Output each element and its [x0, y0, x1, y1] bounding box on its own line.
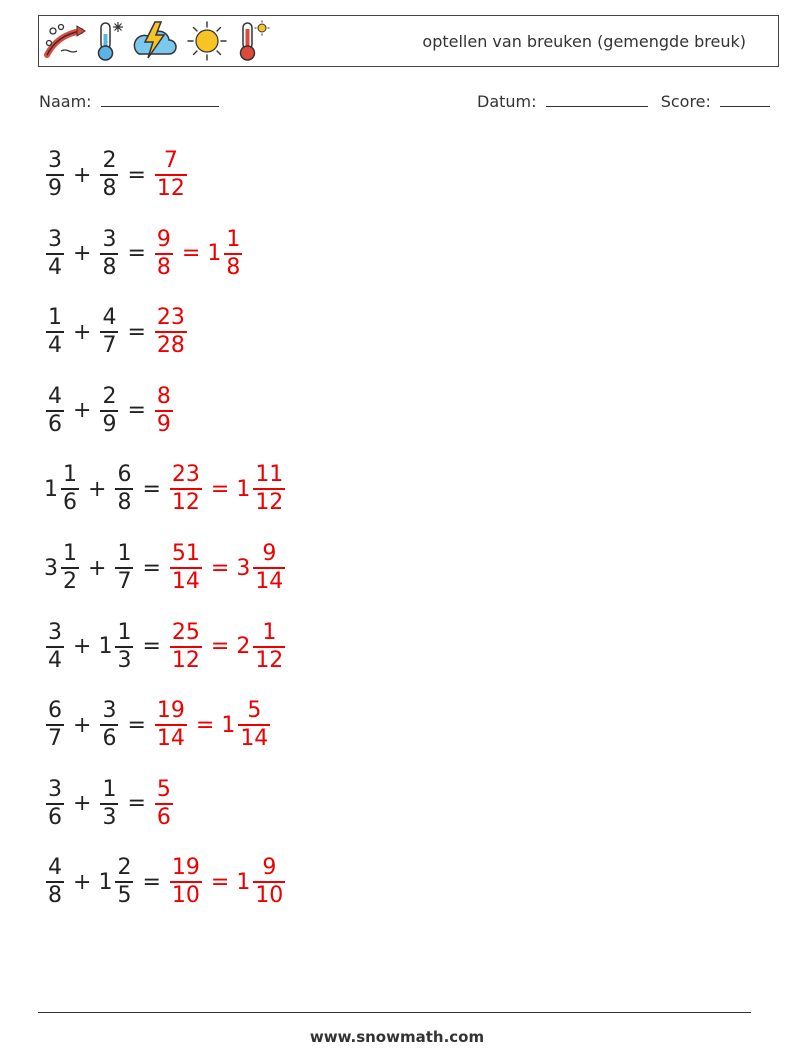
denominator: 4	[48, 647, 62, 673]
fraction	[224, 227, 242, 281]
fraction	[100, 227, 118, 281]
numerator: 1	[117, 619, 132, 645]
denominator: 8	[226, 254, 241, 280]
denominator: 7	[48, 726, 62, 752]
plus-sign: +	[73, 241, 92, 267]
denominator: 4	[48, 254, 62, 280]
numerator: 51	[171, 541, 200, 566]
denominator: 3	[117, 647, 132, 673]
numerator: 9	[262, 541, 277, 566]
thermometer-cold-icon	[93, 20, 125, 62]
answer	[168, 855, 287, 909]
numerator: 11	[255, 462, 284, 488]
score-blank	[720, 92, 770, 107]
problem-row	[44, 142, 189, 208]
addend-2	[113, 462, 135, 516]
numerator: 19	[156, 698, 185, 724]
answer	[168, 462, 287, 516]
whole-number: 1	[236, 869, 251, 895]
numerator: 9	[156, 226, 171, 252]
date-score-fields	[477, 92, 770, 111]
numerator: 3	[48, 226, 62, 252]
denominator: 14	[240, 726, 269, 752]
equals-sign: =	[210, 476, 230, 502]
addend-1	[44, 148, 66, 202]
denominator: 12	[255, 490, 284, 516]
whole-number: 3	[236, 555, 251, 581]
fraction	[46, 855, 64, 909]
denominator: 6	[48, 411, 62, 437]
numerator: 19	[171, 855, 200, 881]
addend-2	[98, 855, 135, 909]
answer-fraction	[170, 620, 202, 674]
denominator: 12	[156, 176, 185, 201]
denominator: 10	[171, 883, 200, 909]
storm-cloud-icon	[131, 20, 179, 62]
denominator: 14	[255, 569, 284, 594]
denominator: 3	[102, 804, 117, 830]
fraction	[115, 541, 133, 595]
numerator: 25	[171, 619, 200, 645]
footer-url: www.snowmath.com	[309, 1028, 485, 1046]
denominator: 12	[171, 490, 200, 516]
numerator: 4	[102, 305, 117, 331]
problem-row	[44, 456, 287, 522]
name-field	[39, 92, 219, 111]
thermometer-hot-icon	[235, 20, 271, 62]
numerator: 1	[63, 541, 77, 566]
denominator: 14	[171, 569, 200, 594]
answer-mixed-number	[236, 855, 287, 909]
numerator: 6	[48, 698, 62, 724]
numerator: 2	[102, 383, 117, 409]
equals-sign: =	[210, 869, 230, 895]
plus-sign: +	[73, 398, 92, 424]
denominator: 7	[117, 569, 132, 594]
answer	[168, 541, 287, 595]
name-blank	[101, 92, 219, 107]
addend-1	[44, 462, 81, 516]
whole-number: 1	[207, 241, 222, 267]
answer-fraction	[155, 227, 173, 281]
addend-1	[44, 777, 66, 831]
numerator: 4	[48, 855, 62, 881]
answer	[153, 148, 189, 202]
denominator: 7	[102, 333, 117, 359]
denominator: 9	[48, 176, 62, 201]
denominator: 8	[102, 254, 117, 280]
addend-2	[98, 384, 120, 438]
equals-sign: =	[127, 162, 146, 188]
fraction	[46, 698, 64, 752]
numerator: 4	[48, 383, 62, 409]
date-blank	[546, 92, 648, 107]
denominator: 5	[117, 883, 132, 909]
plus-sign: +	[73, 869, 92, 895]
plus-sign: +	[73, 712, 92, 738]
equals-sign: =	[127, 712, 146, 738]
denominator: 6	[63, 490, 77, 516]
equals-sign: =	[127, 319, 146, 345]
whole-number: 1	[98, 869, 113, 895]
whole-number: 1	[44, 476, 58, 502]
denominator: 14	[156, 726, 185, 752]
addend-2	[113, 541, 135, 595]
date-label: Datum:	[477, 92, 537, 111]
numerator: 1	[262, 619, 277, 645]
answer-mixed-number	[207, 227, 244, 281]
numerator: 1	[48, 305, 62, 331]
numerator: 3	[48, 776, 62, 802]
fraction	[46, 777, 64, 831]
plus-sign: +	[73, 634, 92, 660]
whole-number: 2	[236, 634, 251, 660]
name-label: Naam:	[39, 92, 92, 111]
fraction	[115, 620, 133, 674]
answer	[153, 698, 272, 752]
denominator: 10	[255, 883, 284, 909]
fraction	[253, 462, 285, 516]
denominator: 12	[255, 647, 284, 673]
plus-sign: +	[88, 476, 107, 502]
denominator: 8	[117, 490, 132, 516]
denominator: 9	[156, 411, 171, 437]
whole-number: 1	[221, 712, 236, 738]
equals-sign: =	[195, 712, 215, 738]
fraction	[100, 305, 118, 359]
answer-fraction	[170, 541, 202, 595]
fraction	[238, 698, 270, 752]
answer	[153, 777, 175, 831]
addend-2	[98, 148, 120, 202]
fraction	[46, 148, 64, 202]
numerator: 8	[156, 383, 171, 409]
problem-row	[44, 614, 287, 680]
answer-fraction	[170, 855, 202, 909]
equals-sign: =	[142, 634, 161, 660]
numerator: 5	[156, 776, 171, 802]
numerator: 23	[156, 305, 185, 331]
addend-1	[44, 541, 81, 595]
problem-row	[44, 221, 244, 287]
answer-mixed-number	[236, 620, 287, 674]
answer	[153, 227, 244, 281]
answer	[168, 620, 287, 674]
addend-1	[44, 227, 66, 281]
equals-sign: =	[127, 791, 146, 817]
answer-mixed-number	[236, 541, 287, 595]
answer-fraction	[155, 777, 173, 831]
addend-1	[44, 305, 66, 359]
problem-row	[44, 299, 189, 365]
numerator: 9	[262, 855, 277, 881]
numerator: 3	[48, 148, 62, 173]
whole-number: 3	[44, 555, 58, 581]
fraction	[100, 777, 118, 831]
denominator: 6	[48, 804, 62, 830]
addend-1	[44, 855, 66, 909]
fraction	[46, 305, 64, 359]
addend-2	[98, 698, 120, 752]
problem-row	[44, 771, 175, 837]
wind-icon	[43, 21, 87, 61]
addend-1	[44, 384, 66, 438]
problem-row	[44, 849, 287, 915]
equals-sign: =	[142, 555, 161, 581]
answer-mixed-number	[236, 462, 287, 516]
plus-sign: +	[73, 319, 92, 345]
sun-icon	[185, 20, 229, 62]
plus-sign: +	[73, 162, 92, 188]
denominator: 6	[102, 726, 117, 752]
weather-icons	[43, 18, 271, 64]
plus-sign: +	[73, 791, 92, 817]
problem-row	[44, 378, 175, 444]
fraction	[253, 541, 285, 595]
fraction	[100, 698, 118, 752]
fraction	[46, 620, 64, 674]
whole-number: 1	[98, 634, 113, 660]
score-label: Score:	[660, 92, 711, 111]
numerator: 7	[163, 148, 178, 173]
denominator: 8	[102, 176, 117, 201]
answer	[153, 384, 175, 438]
numerator: 3	[102, 226, 117, 252]
equals-sign: =	[181, 241, 201, 267]
denominator: 8	[48, 883, 62, 909]
denominator: 9	[102, 411, 117, 437]
fraction	[253, 620, 285, 674]
addend-2	[98, 305, 120, 359]
denominator: 8	[156, 254, 171, 280]
addend-1	[44, 698, 66, 752]
numerator: 1	[63, 462, 77, 488]
numerator: 2	[117, 855, 132, 881]
answer-fraction	[155, 698, 187, 752]
whole-number: 1	[236, 476, 251, 502]
answer-fraction	[155, 305, 187, 359]
problem-row	[44, 535, 287, 601]
answer	[153, 305, 189, 359]
numerator: 1	[117, 541, 132, 566]
addend-2	[98, 777, 120, 831]
fraction	[115, 855, 133, 909]
answer-fraction	[170, 462, 202, 516]
footer-divider	[38, 1012, 751, 1013]
denominator: 28	[156, 333, 185, 359]
equals-sign: =	[210, 634, 230, 660]
denominator: 6	[156, 804, 171, 830]
denominator: 4	[48, 333, 62, 359]
denominator: 2	[63, 569, 77, 594]
answer-fraction	[155, 148, 187, 202]
numerator: 3	[48, 619, 62, 645]
problem-row	[44, 692, 272, 758]
numerator: 1	[226, 226, 241, 252]
numerator: 5	[247, 698, 262, 724]
equals-sign: =	[127, 398, 146, 424]
numerator: 23	[171, 462, 200, 488]
plus-sign: +	[88, 555, 107, 581]
equals-sign: =	[142, 869, 161, 895]
addend-1	[44, 620, 66, 674]
equals-sign: =	[210, 555, 230, 581]
fraction	[100, 148, 118, 202]
equals-sign: =	[142, 476, 161, 502]
numerator: 6	[117, 462, 132, 488]
fraction	[115, 462, 133, 516]
numerator: 2	[102, 148, 117, 173]
fraction	[253, 855, 285, 909]
fraction	[46, 384, 64, 438]
worksheet-title: optellen van breuken (gemengde breuk)	[422, 32, 746, 51]
numerator: 1	[102, 776, 117, 802]
addend-2	[98, 227, 120, 281]
answer-mixed-number	[221, 698, 272, 752]
fraction	[61, 541, 79, 595]
worksheet-header	[38, 15, 779, 67]
fraction	[61, 462, 79, 516]
fraction	[46, 227, 64, 281]
fraction	[100, 384, 118, 438]
numerator: 3	[102, 698, 117, 724]
answer-fraction	[155, 384, 173, 438]
addend-2	[98, 620, 135, 674]
equals-sign: =	[127, 241, 146, 267]
denominator: 12	[171, 647, 200, 673]
